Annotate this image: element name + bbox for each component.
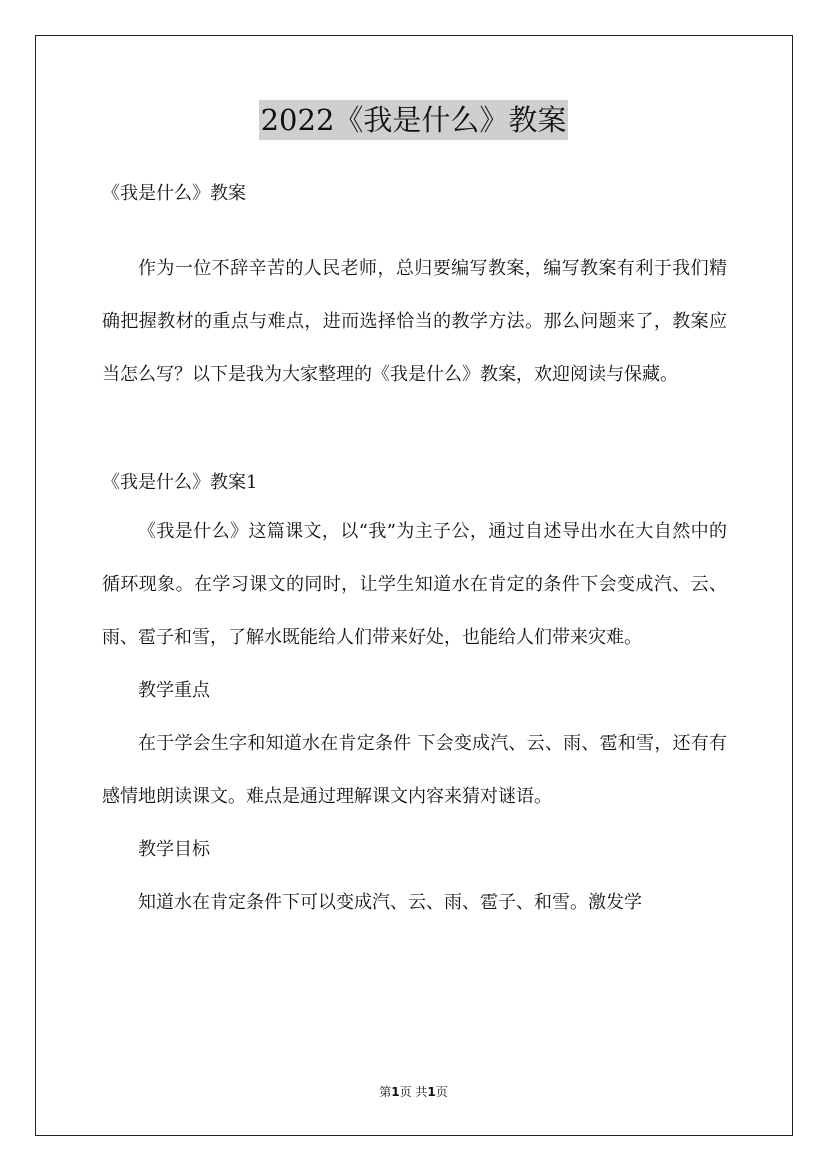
- page-footer: [0, 1083, 827, 1100]
- goals-paragraph: 知道水在肯定条件下可以变成汽、云、雨、雹子、和雪。激发学: [138, 892, 642, 913]
- section1-heading: 《我是什么》教案1: [102, 472, 258, 493]
- key-points-heading: 教学重点: [138, 680, 210, 701]
- footer-total-pages: 1: [427, 1085, 436, 1099]
- spacer: [102, 401, 727, 461]
- intro-paragraph: 作为一位不辞辛苦的人民老师，总归要编写教案，编写教案有利于我们精确把握教材的重点与难点，进而选择恰当的教学方法。那么问题来了，教案应当怎么写？以下是我为大家整理的《我是什么》教案，欢迎阅读与保藏。: [102, 258, 727, 385]
- key-points-paragraph: 在于学会生字和知道水在肯定条件 下会变成汽、云、雨、雹和雪，还有有感情地朗读课文。难点是通过理解课文内容来猜对谜语。: [102, 733, 727, 807]
- footer-page-prefix: 第: [379, 1085, 392, 1099]
- goals-heading: 教学目标: [138, 839, 210, 860]
- footer-page-number: 1: [391, 1085, 400, 1099]
- footer-page-suffix: 页: [435, 1085, 448, 1099]
- title-wrap: [0, 100, 827, 140]
- document-title: 2022《我是什么》教案: [259, 100, 569, 140]
- spacer: [102, 216, 727, 242]
- document-subtitle: 《我是什么》教案: [102, 183, 246, 204]
- document-body: [102, 172, 727, 929]
- section1-paragraph: 《我是什么》这篇课文，以“我”为主子公，通过自述导出水在大自然中的循环现象。在学习课文的同时，让学生知道水在肯定的条件下会变成汽、云、雨、雹子和雪，了解水既能给人们带来好处，也能给人们带来灾难。: [102, 521, 727, 648]
- footer-page-mid: 页 共: [399, 1085, 428, 1099]
